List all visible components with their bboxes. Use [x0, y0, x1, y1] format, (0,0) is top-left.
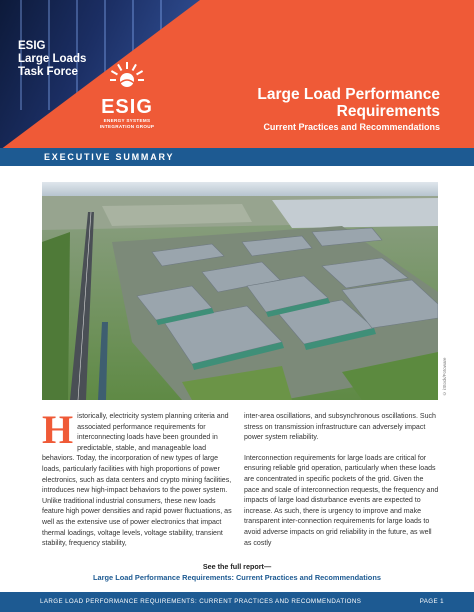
report-title-line-1: Large Load Performance	[257, 86, 440, 103]
task-force-line-2: Large Loads	[18, 53, 87, 65]
body-column-left	[42, 407, 238, 560]
logo-subtitle	[82, 118, 172, 130]
intro-text: istorically, electricity system planning criteria and associated performance requirements for interconnecting loads have been grounded in predictable, stable, and manageable load behaviors. Today, the incorporation of new types of large loads, particularly facilities with high proportions of power electronics, such as data centers and crypto mining facilities, introduces new high-impact behaviors to the power system. Unlike traditional industrial consumers, these new loads feature high power densities and rapid power fluctuations, as well as the extensive use of power electronics that impact thermal loadings, voltage levels, voltage stability, transient stability, frequency stability,	[42, 413, 232, 548]
section-label: EXECUTIVE SUMMARY	[44, 152, 175, 162]
header-banner	[0, 0, 474, 150]
logo-wordmark: ESIG	[101, 96, 153, 118]
requirements-paragraph: Interconnection requirements for large loads are critical for ensuring reliable grid operation, particularly when these loads are concentrated in specific pockets of the grid. Given the pace and scale of interconnection requests, the frequency and impacts of large load disturbance events are expected to increase. As such, there is urgency to improve and make transparent inter-connection requirements for large loads to avoid adverse impacts on grid reliability in the future, as well as costly	[244, 454, 439, 547]
footer-report-name: LARGE LOAD PERFORMANCE REQUIREMENTS: CURRENT PRACTICES AND RECOMMENDATIONS	[40, 598, 362, 605]
photo-credit: © iStock/Fotoware	[442, 357, 447, 396]
drop-cap: H	[42, 407, 74, 452]
report-subtitle: Current Practices and Recommendations	[263, 122, 440, 132]
callout-lead: See the full report—	[202, 562, 272, 571]
sun-icon	[110, 60, 144, 94]
report-title	[200, 86, 440, 120]
report-title-line-2: Requirements	[336, 103, 440, 120]
full-report-link[interactable]: Large Load Performance Requirements: Current Practices and Recommendations	[93, 573, 381, 582]
task-force-line-3: Task Force	[18, 66, 78, 78]
page-number: PAGE 1	[419, 598, 444, 605]
continuation-paragraph: inter-area oscillations, and subsynchronous oscillations. Such stress on transmission infrastructure can adversely impact power system reliability.	[244, 413, 436, 442]
full-report-callout	[0, 562, 474, 583]
esig-logo	[82, 60, 172, 140]
intro-paragraph	[42, 407, 238, 550]
logo-sub-line-2: INTEGRATION GROUP	[99, 124, 155, 129]
task-force-line-1: ESIG	[18, 40, 46, 52]
aerial-illustration	[42, 182, 438, 400]
section-band	[0, 148, 474, 166]
page-footer	[0, 592, 474, 612]
data-center-aerial-photo	[42, 182, 438, 400]
logo-sub-line-1: ENERGY SYSTEMS	[103, 118, 151, 123]
body-column-right	[244, 412, 440, 559]
